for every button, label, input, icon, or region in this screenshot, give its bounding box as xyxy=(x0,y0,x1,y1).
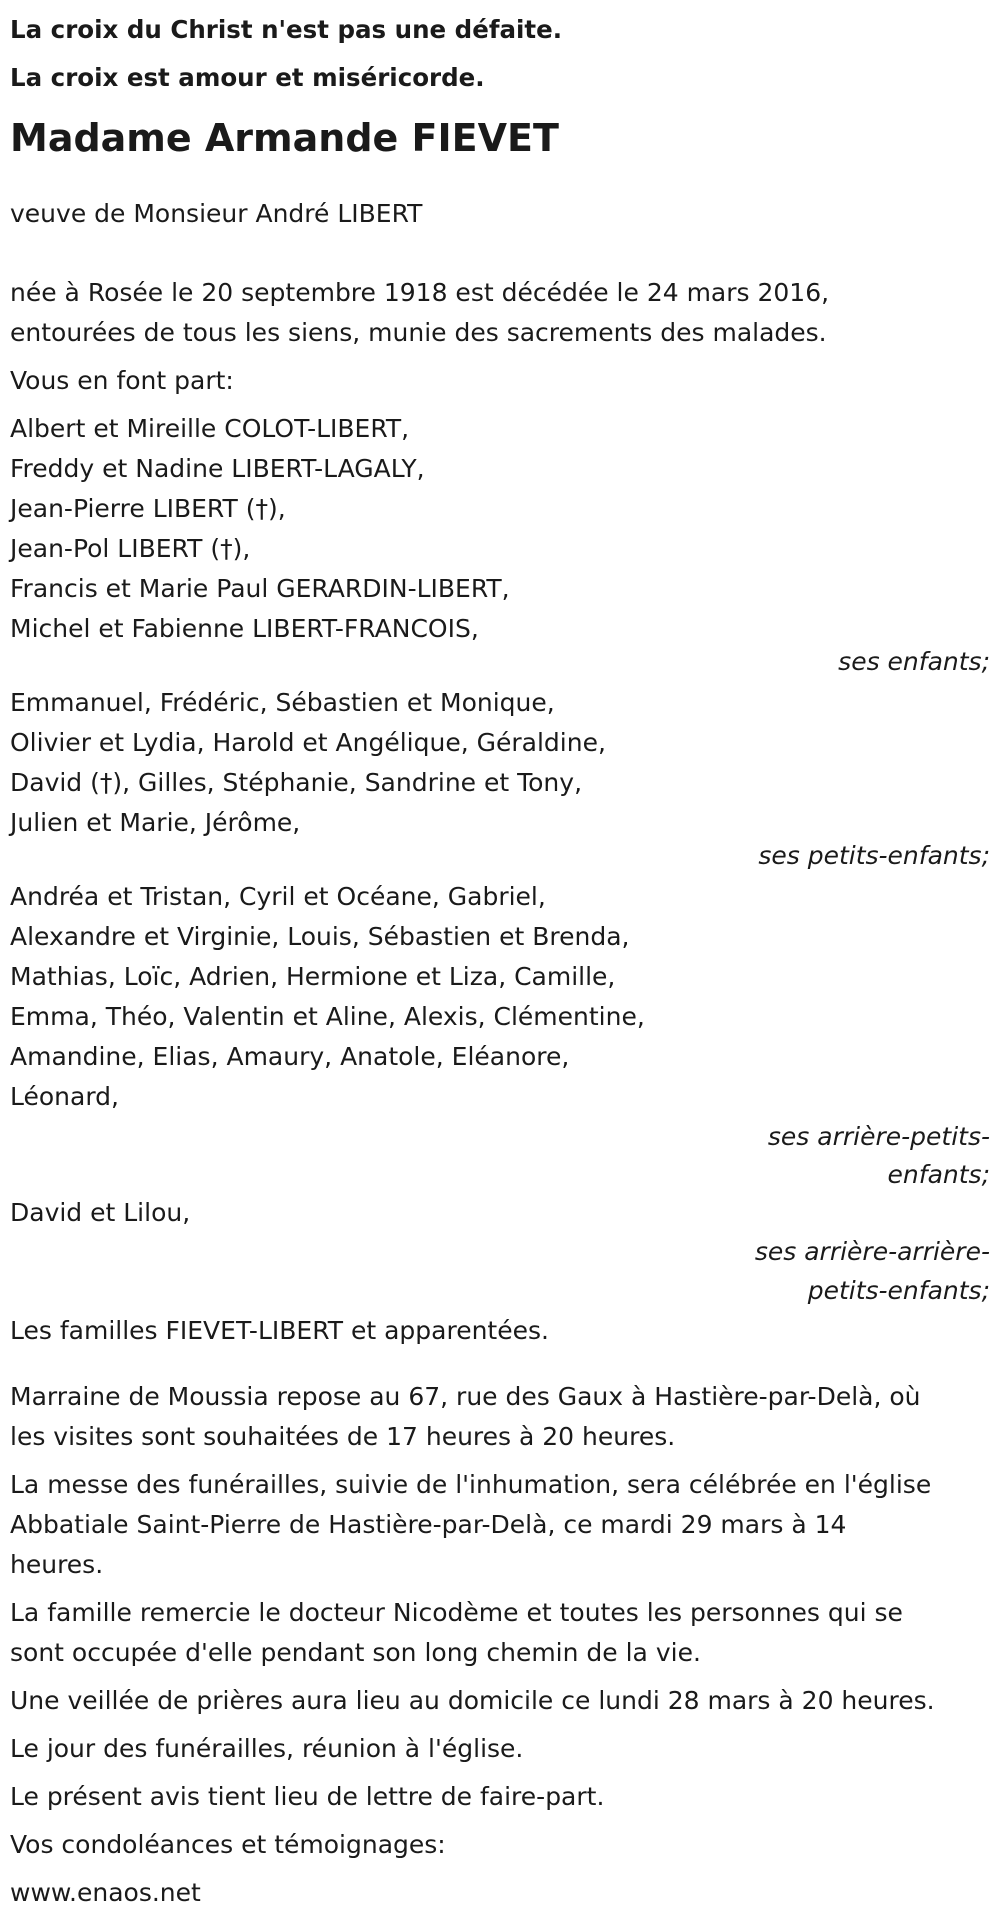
thanks-line-1: La famille remercie le docteur Nicodème et toutes les personnes qui se xyxy=(10,1598,903,1627)
motto-line-1: La croix du Christ n'est pas une défaite. xyxy=(10,15,563,44)
children-role: ses enfants; xyxy=(838,647,990,676)
families-line: Les familles FIEVET-LIBERT et apparentées. xyxy=(10,1316,549,1345)
rest-line-1: Marraine de Moussia repose au 67, rue des Gaux à Hastière-par-Delà, où xyxy=(10,1382,921,1411)
birth-death-paragraph xyxy=(10,273,990,353)
grandchild-line: Julien et Marie, Jérôme, xyxy=(10,808,301,837)
great-great-grandchild-line: David et Lilou, xyxy=(10,1198,191,1227)
child-line: Jean-Pierre LIBERT (†), xyxy=(10,494,286,523)
motto-line-2: La croix est amour et miséricorde. xyxy=(10,63,485,92)
children-section xyxy=(10,409,990,675)
vigil-text: Une veillée de prières aura lieu au domicile ce lundi 28 mars à 20 heures. xyxy=(10,1686,935,1715)
deceased-name: Madame Armande FIEVET xyxy=(10,116,559,160)
child-line: Michel et Fabienne LIBERT-FRANCOIS, xyxy=(10,614,479,643)
great-grandchild-line: Alexandre et Virginie, Louis, Sébastien et Brenda, xyxy=(10,922,630,951)
great-great-grandchildren-role-2: petits-enfants; xyxy=(807,1276,990,1305)
birth-death-line-2: entourées de tous les siens, munie des sacrements des malades. xyxy=(10,318,827,347)
widow-of: veuve de Monsieur André LIBERT xyxy=(10,199,423,228)
thanks-line-2: sont occupée d'elle pendant son long chemin de la vie. xyxy=(10,1638,701,1667)
mass-paragraph xyxy=(10,1465,990,1585)
great-grandchildren-role-1: ses arrière-petits- xyxy=(767,1122,990,1151)
grandchild-line: David (†), Gilles, Stéphanie, Sandrine et Tony, xyxy=(10,768,583,797)
mass-line-3: heures. xyxy=(10,1550,104,1579)
great-great-grandchildren-role-1: ses arrière-arrière- xyxy=(754,1237,990,1266)
great-grandchild-line: Amandine, Elias, Amaury, Anatole, Eléanore, xyxy=(10,1042,570,1071)
birth-death-line-1: née à Rosée le 20 septembre 1918 est décédée le 24 mars 2016, xyxy=(10,278,830,307)
child-line: Jean-Pol LIBERT (†), xyxy=(10,534,251,563)
grandchild-line: Olivier et Lydia, Harold et Angélique, Géraldine, xyxy=(10,728,606,757)
child-line: Freddy et Nadine LIBERT-LAGALY, xyxy=(10,454,425,483)
great-grandchildren-section xyxy=(10,877,990,1193)
great-grandchild-line: Andréa et Tristan, Cyril et Océane, Gabriel, xyxy=(10,882,546,911)
meeting-text: Le jour des funérailles, réunion à l'église. xyxy=(10,1734,524,1763)
grandchildren-section xyxy=(10,683,990,869)
website-text: www.enaos.net xyxy=(10,1878,201,1907)
thanks-paragraph xyxy=(10,1593,990,1673)
grandchild-line: Emmanuel, Frédéric, Sébastien et Monique, xyxy=(10,688,555,717)
announce-text: Vous en font part: xyxy=(10,366,234,395)
child-line: Francis et Marie Paul GERARDIN-LIBERT, xyxy=(10,574,510,603)
great-grandchild-line: Léonard, xyxy=(10,1082,119,1111)
child-line: Albert et Mireille COLOT-LIBERT, xyxy=(10,414,410,443)
rest-line-2: les visites sont souhaitées de 17 heures à 20 heures. xyxy=(10,1422,676,1451)
great-great-grandchildren-section xyxy=(10,1193,990,1311)
mass-line-1: La messe des funérailles, suivie de l'inhumation, sera célébrée en l'église xyxy=(10,1470,932,1499)
condolences-text: Vos condoléances et témoignages: xyxy=(10,1830,446,1859)
great-grandchildren-role-2: enfants; xyxy=(887,1160,990,1189)
grandchildren-role: ses petits-enfants; xyxy=(758,841,990,870)
rest-paragraph xyxy=(10,1377,990,1457)
great-grandchild-line: Emma, Théo, Valentin et Aline, Alexis, Clémentine, xyxy=(10,1002,645,1031)
notice-text: Le présent avis tient lieu de lettre de faire-part. xyxy=(10,1782,605,1811)
great-grandchild-line: Mathias, Loïc, Adrien, Hermione et Liza, Camille, xyxy=(10,962,616,991)
mass-line-2: Abbatiale Saint-Pierre de Hastière-par-Delà, ce mardi 29 mars à 14 xyxy=(10,1510,847,1539)
